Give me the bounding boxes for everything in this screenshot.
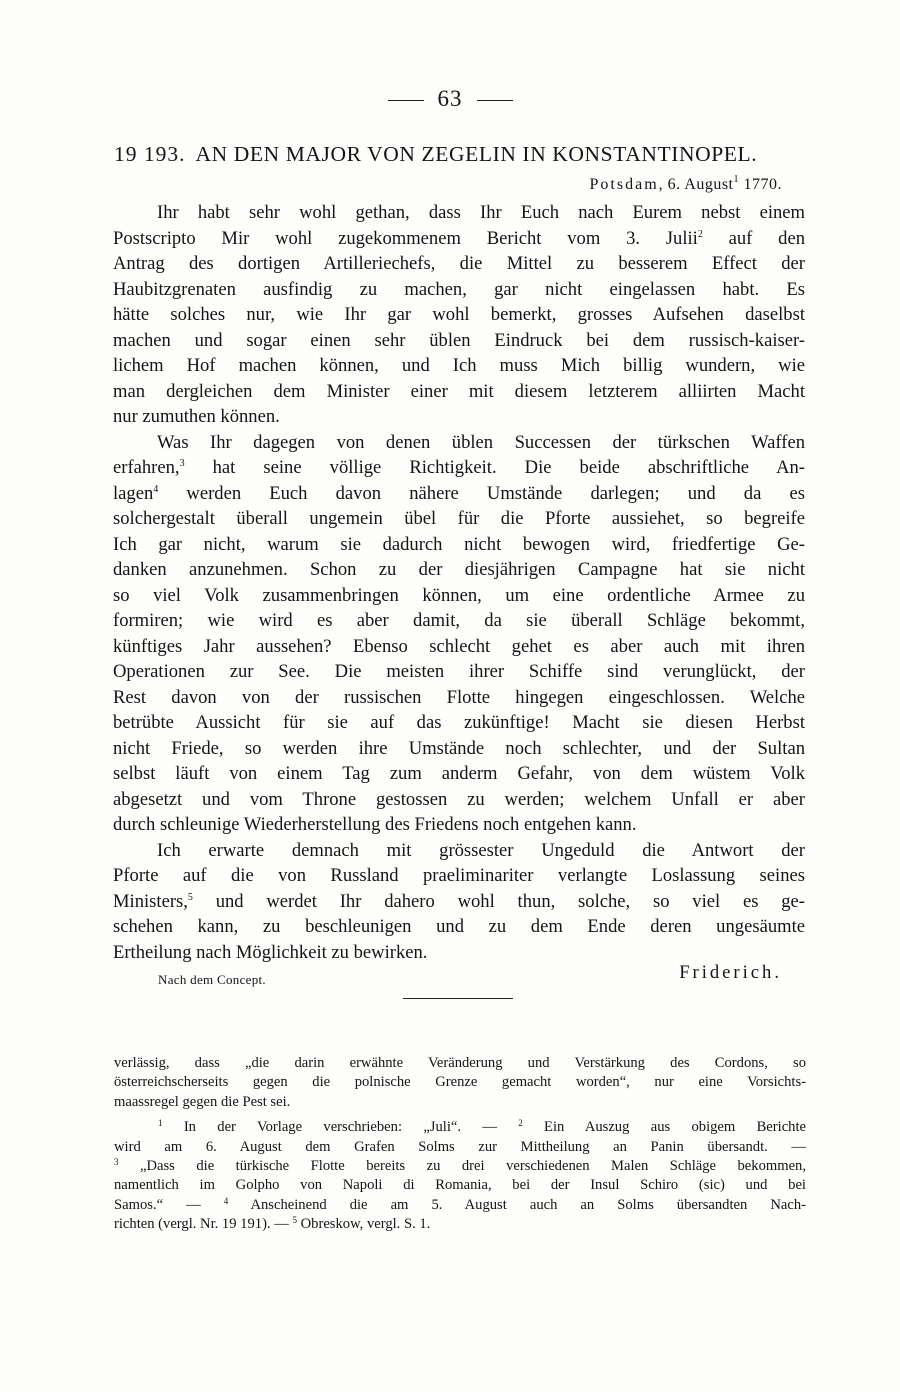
body-line: Rest davon von der russischen Flotte hingegen eingeschlossen. Welche: [113, 686, 805, 708]
footnote-line: maassregel gegen die Pest sei.: [114, 1093, 291, 1110]
body-line: Ich gar nicht, warum sie dadurch nicht bewogen wird, friedfertige Ge-: [113, 533, 805, 555]
letter-heading: [114, 142, 814, 167]
body-line: danken anzunehmen. Schon zu der diesjährigen Campagne hat sie nicht: [113, 559, 805, 580]
source-note: Nach dem Concept.: [158, 972, 266, 987]
footnote-text-5: Obreskow, vergl. S. 1.: [296, 1216, 431, 1233]
footnote-ref-5: 5: [187, 891, 193, 903]
letter-body: [113, 200, 805, 965]
footnote-ref-4: 4: [153, 483, 159, 495]
letter-number: 19 193.: [114, 142, 186, 166]
body-line: solchergestalt überall ungemein übel für die Pforte aussiehet, so begreife: [113, 508, 805, 529]
footnote-marker-5: 5: [292, 1215, 297, 1226]
body-line-text: und werdet Ihr dahero wohl thun, solche, so viel es ge-: [192, 890, 805, 912]
body-line: Was Ihr dagegen von denen üblen Successen der türkschen Waffen: [157, 431, 805, 453]
footnote-line: wird am 6. August dem Grafen Solms zur Mittheilung an Panin übersandt. —: [114, 1138, 806, 1155]
footnote-line: [114, 1118, 806, 1137]
body-line-text: Postscripto Mir wohl zugekommenem Bericht vom 3. Julii: [113, 227, 698, 249]
footnote-text: richten (vergl. Nr. 19 191). —: [114, 1216, 293, 1233]
footnote-text-4: Anscheinend die am 5. August auch an Solms übersandten Nach-: [228, 1196, 806, 1213]
body-line: hätte solches nur, wie Ihr gar wohl bemerkt, grosses Aufsehen daselbst: [113, 304, 805, 325]
footnote-marker-2: 2: [518, 1118, 523, 1129]
footnote-text-2: Ein Auszug aus obigem Berichte: [522, 1119, 807, 1136]
body-line: so viel Volk zusammenbringen können, um eine ordentliche Armee zu: [113, 584, 805, 606]
body-line: Ihr habt sehr wohl gethan, dass Ihr Euch nach Eurem nebst einem: [157, 202, 805, 223]
body-line: machen und sogar einen sehr üblen Eindruck bei dem russisch-kaiser-: [113, 329, 805, 351]
footnote-text-3: „Dass die türkische Flotte bereits zu drei verschiedenen Malen Schläge bekommen,: [118, 1157, 806, 1174]
body-line-text: erfahren,: [113, 457, 180, 478]
footnote-marker-4: 4: [223, 1195, 229, 1206]
footnote-line: österreichscherseits gegen die polnische Grenze gemacht worden“, nur eine Vorsichts-: [114, 1074, 806, 1091]
body-line-text: hat seine völlige Richtigkeit. Die beide abschriftliche An-: [184, 457, 805, 478]
dateline-date: , 6. August: [658, 176, 734, 193]
footnote-line: [114, 1157, 806, 1176]
footnote-divider: [403, 998, 513, 999]
page-number-dash-right: [477, 100, 513, 101]
body-line-text: Ministers,: [113, 890, 188, 912]
footnote-line: namentlich im Golpho von Napoli di Romania, bei der Insul Schiro (sic) und bei: [114, 1177, 806, 1194]
page-number-text: 63: [437, 86, 463, 111]
footnote-line: [114, 1196, 806, 1215]
body-line: künftiges Jahr aussehen? Ebenso schlecht gehet es aber auch mit ihren: [113, 635, 805, 657]
dateline-place: Potsdam: [589, 176, 659, 193]
body-line: schehen kann, zu beschleunigen und zu dem Ende deren ungesäumte: [113, 916, 805, 937]
body-line: Ertheilung nach Möglichkeit zu bewirken.: [113, 941, 428, 963]
body-line: durch schleunige Wiederherstellung des Friedens noch entgehen kann.: [113, 814, 637, 835]
page-number: [0, 86, 900, 112]
footnotes: [114, 1054, 806, 1235]
footnote-line: [114, 1215, 806, 1234]
footnote-ref-2: 2: [697, 228, 703, 240]
footnote-marker-1: 1: [158, 1118, 163, 1129]
body-line: Antrag des dortigen Artilleriechefs, die Mittel zu besserem Effect der: [113, 253, 805, 274]
dateline: [590, 176, 782, 194]
dateline-year: 1770.: [739, 176, 782, 193]
body-line: [113, 481, 805, 507]
body-line: Haubitzgrenaten ausfindig zu machen, gar nicht eingelassen habt. Es: [113, 278, 805, 300]
body-line-text: werden Euch davon nähere Umstände darlegen; und da es: [158, 482, 805, 504]
body-line: [113, 226, 805, 252]
footnote-ref-3: 3: [179, 458, 185, 469]
body-line: abgesetzt und vom Throne gestossen zu werden; welchem Unfall er aber: [113, 788, 805, 810]
signature: Friderich.: [679, 962, 782, 983]
letter-title: AN DEN MAJOR VON ZEGELIN IN KONSTANTINOPEL.: [195, 142, 758, 166]
body-line: [113, 455, 805, 481]
page-number-dash-left: [388, 100, 424, 101]
body-line: formiren; wie wird es aber damit, da sie überall Schläge bekommt,: [113, 610, 805, 631]
body-line: lichem Hof machen können, und Ich muss Mich billig wundern, wie: [113, 355, 805, 376]
footnote-ref-1: 1: [733, 174, 739, 185]
body-line-text: lagen: [113, 482, 154, 504]
footnote-marker-3: 3: [114, 1156, 119, 1167]
body-line: nicht Friede, so werden ihre Umstände noch schlechter, und der Sultan: [113, 737, 805, 759]
body-line: Operationen zur See. Die meisten ihrer Schiffe sind verunglückt, der: [113, 661, 805, 682]
body-line-text: auf den: [702, 227, 805, 249]
body-line: [113, 889, 805, 915]
body-line: nur zumuthen können.: [113, 406, 280, 427]
body-line: selbst läuft von einem Tag zum anderm Gefahr, von dem wüstem Volk: [113, 763, 805, 784]
body-line: Ich erwarte demnach mit grössester Ungeduld die Antwort der: [157, 839, 805, 861]
footnote-text-1: In der Vorlage verschrieben: „Juli“. —: [162, 1119, 519, 1136]
footnote-line: verlässig, dass „die darin erwähnte Veränderung und Verstärkung des Cordons, so: [114, 1055, 806, 1071]
body-line: betrübte Aussicht für sie auf das zukünftige! Macht sie diesen Herbst: [113, 712, 805, 733]
footnote-text: Samos.“ —: [114, 1196, 224, 1213]
body-line: Pforte auf die von Russland praeliminariter verlangte Loslassung seines: [113, 865, 805, 886]
body-line: man dergleichen dem Minister einer mit diesem letzterem alliirten Macht: [113, 380, 805, 402]
